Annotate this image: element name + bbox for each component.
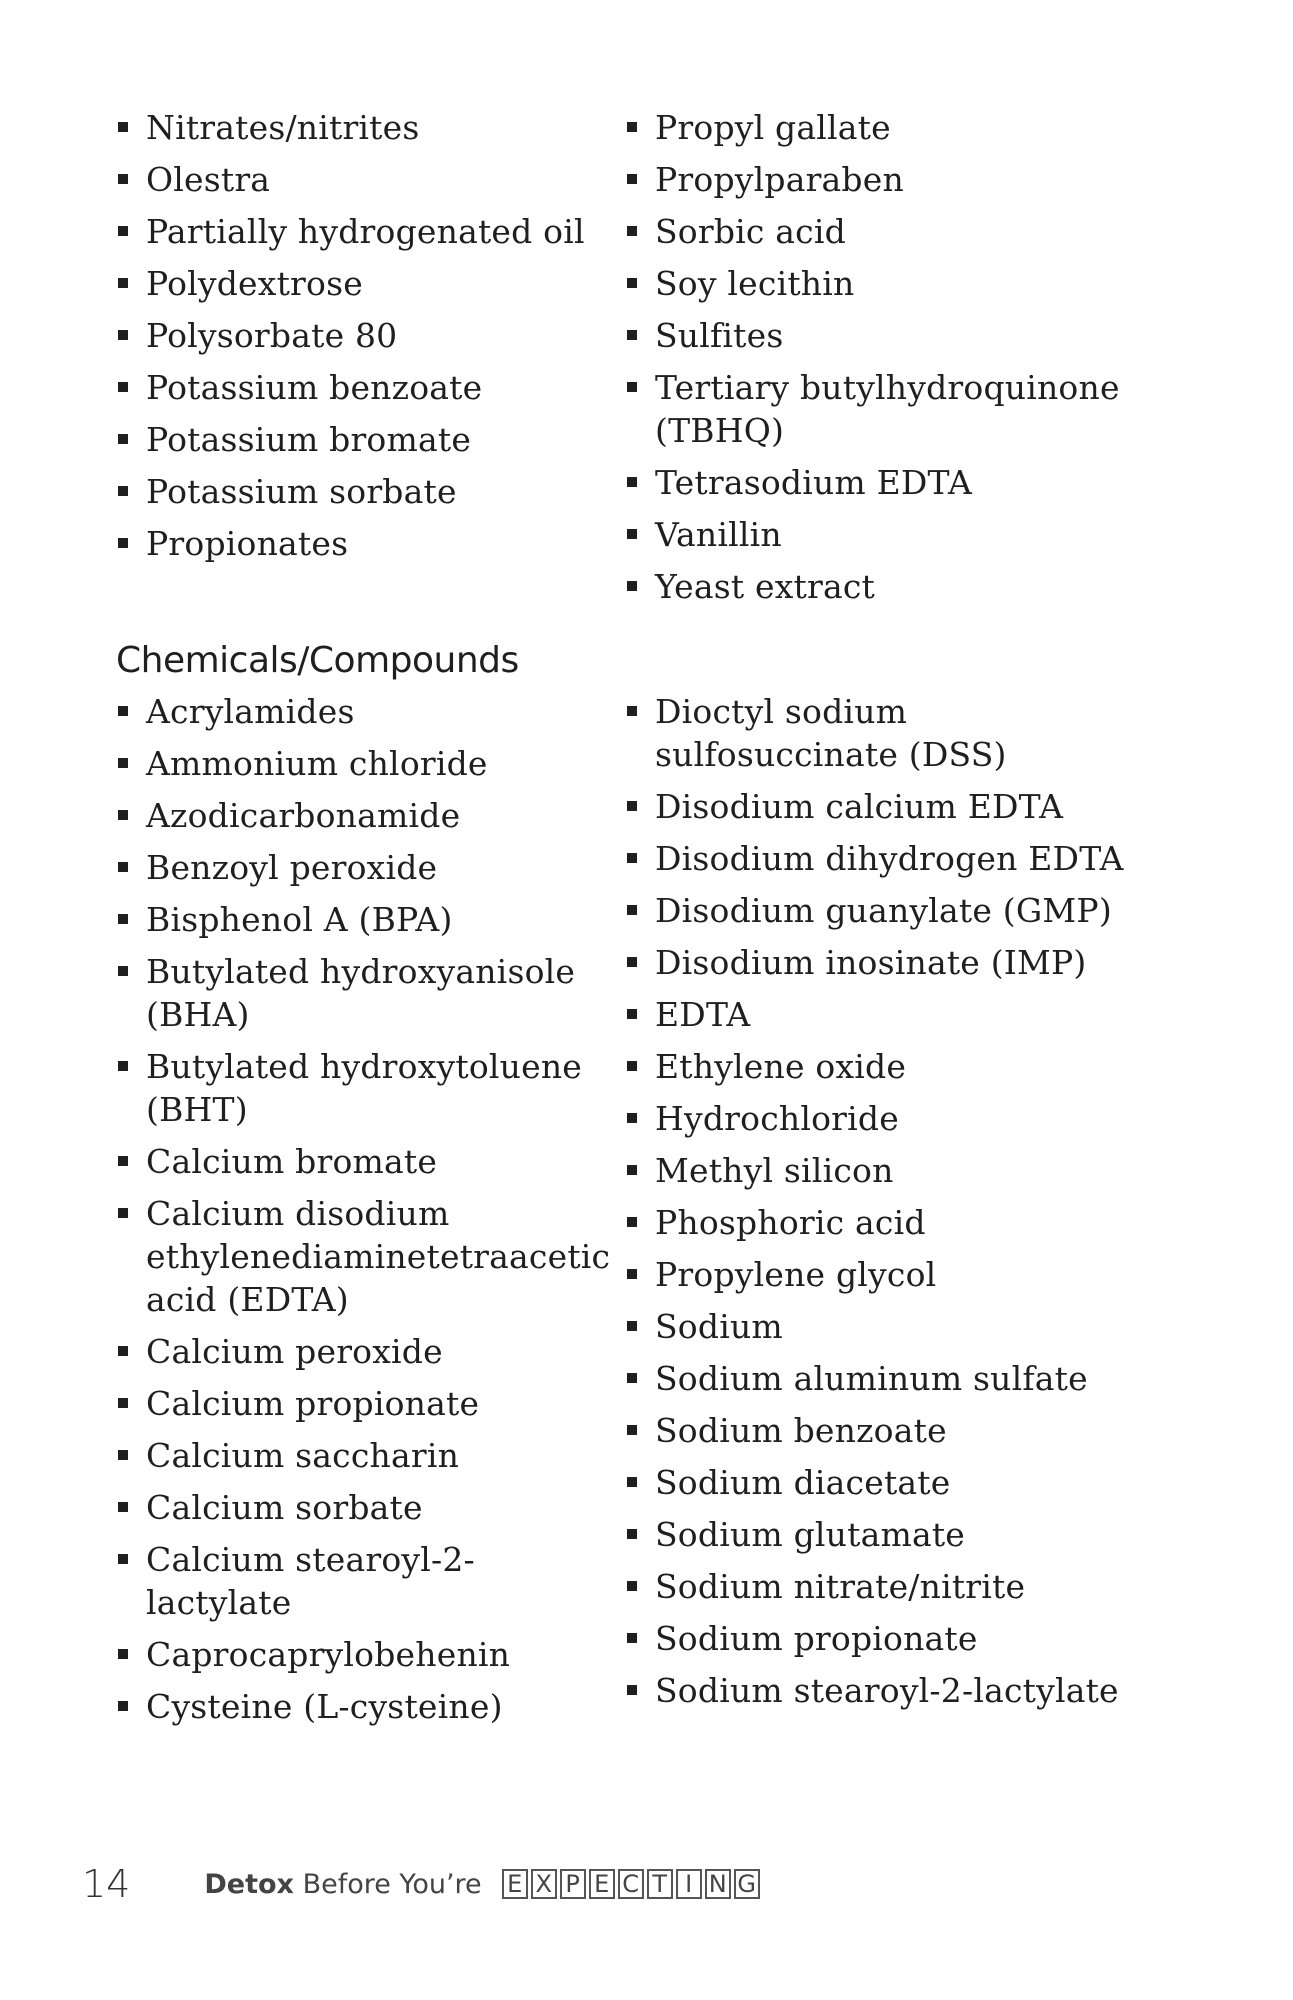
list-item: Vanillin — [625, 513, 1145, 556]
list-item: Disodium calcium EDTA — [625, 785, 1145, 828]
list-item: Partially hydrogenated oil — [116, 210, 606, 253]
section-heading: Chemicals/Compounds — [116, 640, 519, 681]
list-item: Sodium glutamate — [625, 1513, 1145, 1556]
list-item: Potassium bromate — [116, 418, 606, 461]
list-item: Dioctyl sodium sulfosuccinate (DSS) — [625, 690, 1145, 776]
book-title-bold: Detox — [204, 1868, 294, 1900]
book-title-rest: Before You’re — [302, 1868, 482, 1900]
list-item: Sodium — [625, 1305, 1145, 1348]
boxed-letter: G — [734, 1869, 760, 1899]
list-item: Azodicarbonamide — [116, 794, 606, 837]
list-item: Nitrates/nitrites — [116, 106, 606, 149]
book-title-boxed-word — [502, 1869, 760, 1899]
list-item: Disodium inosinate (IMP) — [625, 941, 1145, 984]
boxed-letter: C — [618, 1869, 644, 1899]
list-item: Disodium dihydrogen EDTA — [625, 837, 1145, 880]
list-item: Ammonium chloride — [116, 742, 606, 785]
list-item: Polydextrose — [116, 262, 606, 305]
chemicals-list-right — [625, 690, 1145, 1721]
list-item: Bisphenol A (BPA) — [116, 898, 606, 941]
list-item: Calcium bromate — [116, 1140, 606, 1183]
list-item: Yeast extract — [625, 565, 1145, 608]
list-item: Tetrasodium EDTA — [625, 461, 1145, 504]
list-item: Calcium stearoyl-2-lactylate — [116, 1538, 606, 1624]
list-item: Methyl silicon — [625, 1149, 1145, 1192]
boxed-letter: I — [676, 1869, 702, 1899]
list-item: Sodium diacetate — [625, 1461, 1145, 1504]
list-item: Sulfites — [625, 314, 1145, 357]
boxed-letter: N — [705, 1869, 731, 1899]
ingredient-list-top-left — [116, 106, 606, 574]
boxed-letter: P — [560, 1869, 586, 1899]
list-item: Sodium stearoyl-2-lactylate — [625, 1669, 1145, 1712]
boxed-letter: E — [589, 1869, 615, 1899]
list-item: Hydrochloride — [625, 1097, 1145, 1140]
list-item: Calcium disodium ethylenediaminetetraacetic acid (EDTA) — [116, 1192, 606, 1321]
list-item: Benzoyl peroxide — [116, 846, 606, 889]
ingredient-list-top-right — [625, 106, 1145, 617]
page-footer — [82, 1862, 760, 1906]
list-item: Calcium peroxide — [116, 1330, 606, 1373]
page-number: 14 — [82, 1862, 131, 1906]
list-item: Polysorbate 80 — [116, 314, 606, 357]
boxed-letter: T — [647, 1869, 673, 1899]
list-item: Ethylene oxide — [625, 1045, 1145, 1088]
list-item: Propionates — [116, 522, 606, 565]
list-item: Potassium benzoate — [116, 366, 606, 409]
list-item: Propyl gallate — [625, 106, 1145, 149]
list-item: Acrylamides — [116, 690, 606, 733]
list-item: Phosphoric acid — [625, 1201, 1145, 1244]
list-item: Disodium guanylate (GMP) — [625, 889, 1145, 932]
boxed-letter: X — [531, 1869, 557, 1899]
list-item: EDTA — [625, 993, 1145, 1036]
book-title — [204, 1869, 481, 1900]
list-item: Butylated hydroxyanisole (BHA) — [116, 950, 606, 1036]
list-item: Propylparaben — [625, 158, 1145, 201]
list-item: Soy lecithin — [625, 262, 1145, 305]
list-item: Calcium propionate — [116, 1382, 606, 1425]
boxed-letter: E — [502, 1869, 528, 1899]
list-item: Calcium sorbate — [116, 1486, 606, 1529]
list-item: Sorbic acid — [625, 210, 1145, 253]
list-item: Calcium saccharin — [116, 1434, 606, 1477]
list-item: Sodium benzoate — [625, 1409, 1145, 1452]
list-item: Sodium propionate — [625, 1617, 1145, 1660]
list-item: Butylated hydroxytoluene (BHT) — [116, 1045, 606, 1131]
chemicals-list-left — [116, 690, 611, 1737]
list-item: Sodium aluminum sulfate — [625, 1357, 1145, 1400]
list-item: Cysteine (L-cysteine) — [116, 1685, 606, 1728]
list-item: Potassium sorbate — [116, 470, 606, 513]
list-item: Olestra — [116, 158, 606, 201]
list-item: Tertiary butylhydroquinone (TBHQ) — [625, 366, 1145, 452]
list-item: Propylene glycol — [625, 1253, 1145, 1296]
list-item: Sodium nitrate/nitrite — [625, 1565, 1145, 1608]
list-item: Caprocaprylobehenin — [116, 1633, 606, 1676]
